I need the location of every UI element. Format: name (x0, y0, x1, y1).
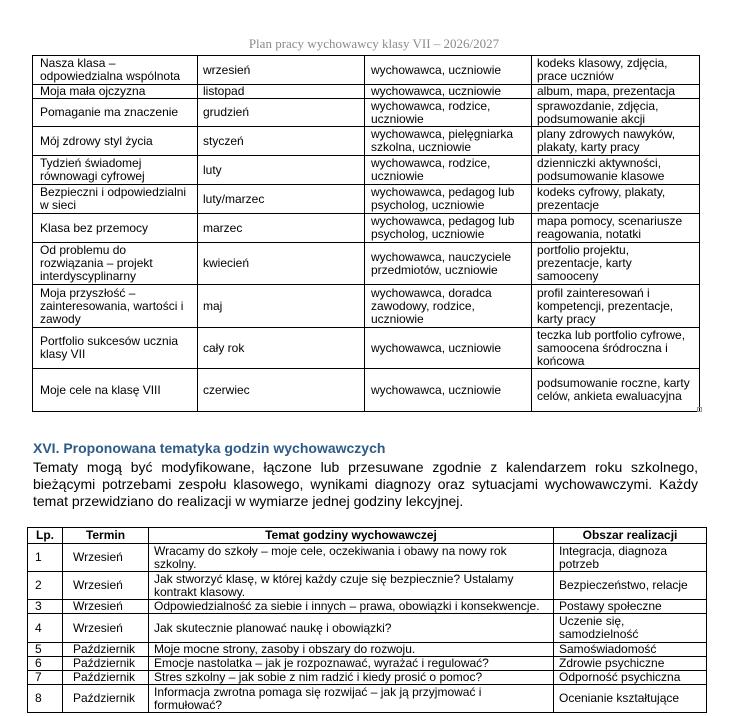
table-row (28, 685, 707, 713)
cell-topic: Jak stworzyć klasę, w której każdy czuje się bezpiecznie? Ustalamy kontrakt klasowy. (149, 572, 554, 600)
cell-month: cały rok (198, 328, 365, 369)
topics-table (27, 527, 707, 713)
cell-participants: wychowawca, doradca zawodowy, rodzice, uczniowie (365, 285, 532, 328)
cell-outcome: mapa pomocy, scenariusze reagowania, notatki (532, 214, 700, 243)
cell-outcome: dzienniczki aktywności, podsumowanie klasowe (532, 156, 700, 185)
cell-month: maj (198, 285, 365, 328)
cell-outcome: plany zdrowych nawyków, plakaty, karty pracy (532, 127, 700, 156)
cell-area: Uczenie się, samodzielność (554, 614, 707, 643)
cell-topic: Informacja zwrotna pomaga się rozwijać – jak ją przyjmować i formułować? (149, 685, 554, 713)
plan-table (32, 55, 700, 412)
table-resize-handle[interactable] (697, 407, 702, 412)
cell-area: Integracja, diagnoza potrzeb (554, 544, 707, 572)
cell-term: Wrzesień (63, 600, 149, 614)
cell-term: Październik (63, 643, 149, 657)
header-area: Obszar realizacji (554, 528, 707, 544)
cell-participants: wychowawca, uczniowie (365, 328, 532, 369)
cell-lp: 2 (28, 572, 63, 600)
cell-area: Samoświadomość (554, 643, 707, 657)
cell-topic: Mój zdrowy styl życia (33, 127, 198, 156)
cell-topic: Od problemu do rozwiązania – projekt interdyscyplinarny (33, 243, 198, 285)
cell-lp: 3 (28, 600, 63, 614)
cell-lp: 7 (28, 671, 63, 685)
table-row (33, 99, 700, 127)
cell-topic: Klasa bez przemocy (33, 214, 198, 243)
table-row (33, 243, 700, 285)
cell-topic: Moje mocne strony, zasoby i obszary do rozwoju. (149, 643, 554, 657)
cell-topic: Pomaganie ma znaczenie (33, 99, 198, 127)
cell-topic: Bezpieczni i odpowiedzialni w sieci (33, 185, 198, 214)
cell-topic: Emocje nastolatka – jak je rozpoznawać, wyrażać i regulować? (149, 657, 554, 671)
cell-area: Zdrowie psychiczne (554, 657, 707, 671)
cell-lp: 4 (28, 614, 63, 643)
cell-lp: 5 (28, 643, 63, 657)
cell-month: luty (198, 156, 365, 185)
cell-area: Bezpieczeństwo, relacje (554, 572, 707, 600)
table-row (33, 285, 700, 328)
cell-month: styczeń (198, 127, 365, 156)
table-row (28, 544, 707, 572)
cell-lp: 8 (28, 685, 63, 713)
cell-topic: Moja mała ojczyzna (33, 85, 198, 99)
cell-outcome: kodeks klasowy, zdjęcia, prace uczniów (532, 56, 700, 85)
cell-topic: Nasza klasa – odpowiedzialna wspólnota (33, 56, 198, 85)
cell-outcome: sprawozdanie, zdjęcia, podsumowanie akcji (532, 99, 700, 127)
table-row (33, 369, 700, 412)
cell-term: Wrzesień (63, 614, 149, 643)
cell-participants: wychowawca, uczniowie (365, 369, 532, 412)
section-title: XVI. Proponowana tematyka godzin wychowawczych (33, 440, 386, 456)
cell-term: Wrzesień (63, 572, 149, 600)
cell-topic: Tydzień świadomej równowagi cyfrowej (33, 156, 198, 185)
cell-outcome: podsumowanie roczne, karty celów, ankieta ewaluacyjna (532, 369, 700, 412)
cell-lp: 6 (28, 657, 63, 671)
cell-topic: Stres szkolny – jak sobie z nim radzić i kiedy prosić o pomoc? (149, 671, 554, 685)
cell-participants: wychowawca, uczniowie (365, 85, 532, 99)
table-row (28, 671, 707, 685)
cell-month: grudzień (198, 99, 365, 127)
cell-topic: Jak skutecznie planować naukę i obowiązki? (149, 614, 554, 643)
table-header-row (28, 528, 707, 544)
cell-term: Wrzesień (63, 544, 149, 572)
cell-participants: wychowawca, pielęgniarka szkolna, uczniowie (365, 127, 532, 156)
cell-participants: wychowawca, uczniowie (365, 56, 532, 85)
cell-topic: Moja przyszłość – zainteresowania, wartości i zawody (33, 285, 198, 328)
table-row (28, 572, 707, 600)
cell-term: Październik (63, 657, 149, 671)
cell-outcome: album, mapa, prezentacja (532, 85, 700, 99)
table-row (33, 328, 700, 369)
table-row (33, 214, 700, 243)
cell-month: kwiecień (198, 243, 365, 285)
header-lp: Lp. (28, 528, 63, 544)
cell-outcome: portfolio projektu, prezentacje, karty samooceny (532, 243, 700, 285)
cell-participants: wychowawca, rodzice, uczniowie (365, 99, 532, 127)
table-row (33, 185, 700, 214)
cell-month: luty/marzec (198, 185, 365, 214)
cell-term: Październik (63, 671, 149, 685)
cell-outcome: kodeks cyfrowy, plakaty, prezentacje (532, 185, 700, 214)
cell-month: wrzesień (198, 56, 365, 85)
cell-area: Postawy społeczne (554, 600, 707, 614)
cell-topic: Wracamy do szkoły – moje cele, oczekiwania i obawy na nowy rok szkolny. (149, 544, 554, 572)
cell-term: Październik (63, 685, 149, 713)
header-topic: Temat godziny wychowawczej (149, 528, 554, 544)
table-row (28, 643, 707, 657)
cell-outcome: profil zainteresowań i kompetencji, prezentacje, karty pracy (532, 285, 700, 328)
cell-lp: 1 (28, 544, 63, 572)
table-row (33, 56, 700, 85)
header-term: Termin (63, 528, 149, 544)
table-row (28, 657, 707, 671)
cell-area: Ocenianie kształtujące (554, 685, 707, 713)
cell-participants: wychowawca, rodzice, uczniowie (365, 156, 532, 185)
table-row (28, 600, 707, 614)
cell-month: marzec (198, 214, 365, 243)
table-row (33, 127, 700, 156)
page-header: Plan pracy wychowawcy klasy VII – 2026/2027 (248, 36, 500, 51)
cell-month: czerwiec (198, 369, 365, 412)
table-row (28, 614, 707, 643)
cell-participants: wychowawca, pedagog lub psycholog, uczniowie (365, 214, 532, 243)
cell-topic: Moje cele na klasę VIII (33, 369, 198, 412)
cell-topic: Portfolio sukcesów ucznia klasy VII (33, 328, 198, 369)
cell-outcome: teczka lub portfolio cyfrowe, samoocena śródroczna i końcowa (532, 328, 700, 369)
table-row (33, 156, 700, 185)
table-row (33, 85, 700, 99)
cell-area: Odporność psychiczna (554, 671, 707, 685)
cell-participants: wychowawca, pedagog lub psycholog, uczniowie (365, 185, 532, 214)
cell-month: listopad (198, 85, 365, 99)
section-intro: Tematy mogą być modyfikowane, łączone lub przesuwane zgodnie z kalendarzem roku szkolnego, bieżącymi potrzebami zespołu klasowego, wynikami diagnozy oraz sytuacjami wychowawczymi. Każdy temat przewidziano do realizacji w wymiarze jednej godziny lekcyjnej. (33, 459, 698, 509)
cell-topic: Odpowiedzialność za siebie i innych – prawa, obowiązki i konsekwencje. (149, 600, 554, 614)
cell-participants: wychowawca, nauczyciele przedmiotów, uczniowie (365, 243, 532, 285)
